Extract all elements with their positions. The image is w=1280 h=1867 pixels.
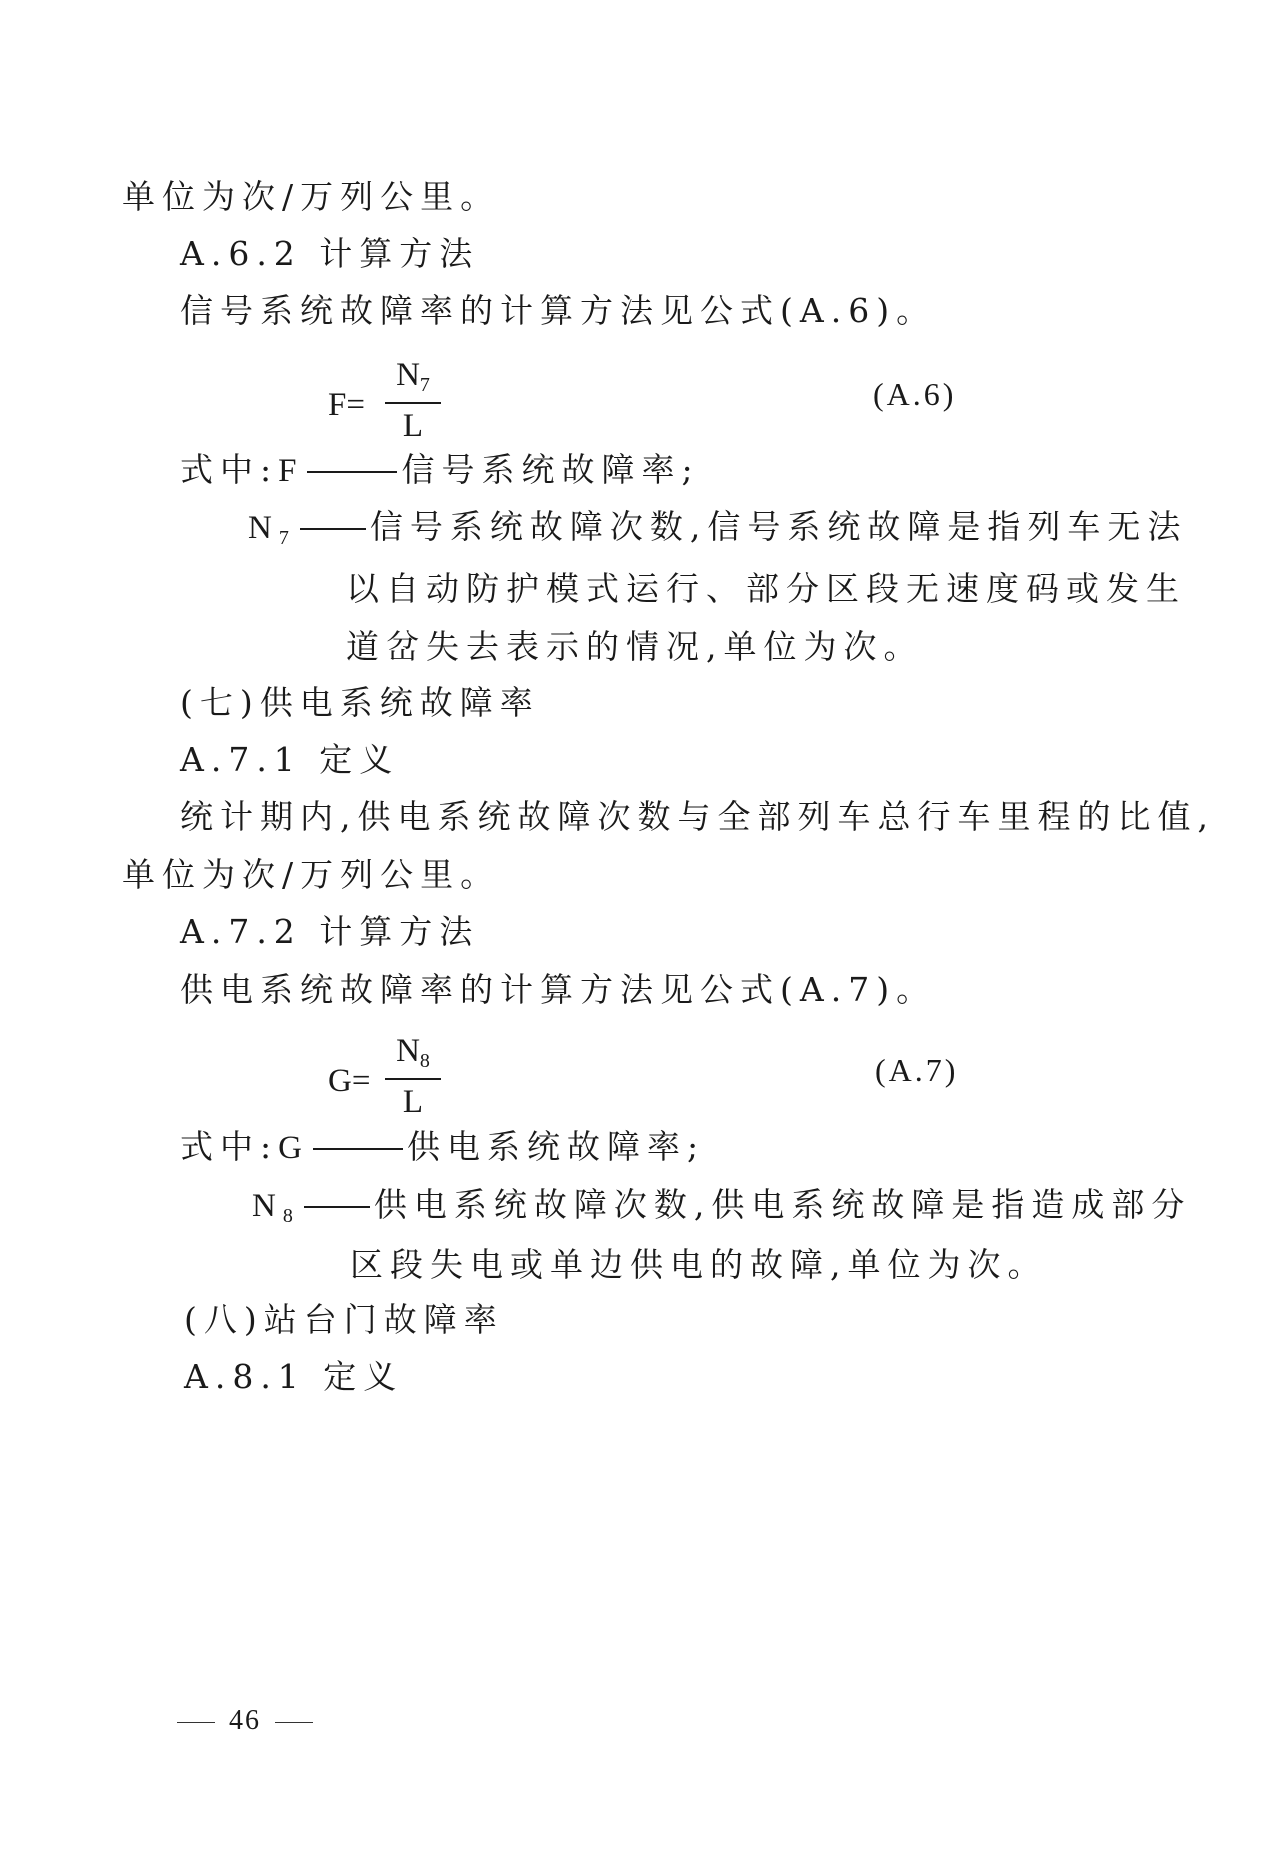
equation-number: (A.7) — [875, 1052, 959, 1088]
em-dash — [313, 1148, 403, 1150]
formula-numerator: $N_7$ — [396, 357, 430, 396]
fraction-bar — [385, 1078, 441, 1080]
text-line: 单位为次/万列公里。 — [122, 855, 501, 894]
formula-denominator: L — [402, 1084, 424, 1120]
variable-definition: 式中:G 供电系统故障率; — [180, 1127, 706, 1166]
text-line: 信号系统故障率的计算方法见公式(A.6)。 — [180, 291, 937, 330]
page-number: 46 — [163, 1705, 327, 1737]
text-line: 区段失电或单边供电的故障,单位为次。 — [350, 1245, 1048, 1284]
em-dash — [300, 528, 366, 530]
section-heading: A.7.2 计算方法 — [180, 912, 480, 951]
em-dash — [304, 1206, 370, 1208]
text-line: 供电系统故障率的计算方法见公式(A.7)。 — [180, 970, 937, 1009]
variable-definition: $N_8$ 供电系统故障次数,供电系统故障是指造成部分 — [252, 1185, 1192, 1227]
formula-numerator: $N_8$ — [396, 1033, 430, 1072]
text-line: 单位为次/万列公里。 — [122, 177, 501, 216]
formula-lhs: G= — [328, 1063, 371, 1099]
section-heading: A.8.1 定义 — [184, 1357, 404, 1396]
equation-number: (A.6) — [873, 376, 957, 412]
formula-lhs: F= — [328, 387, 365, 423]
section-heading: (八)站台门故障率 — [184, 1300, 504, 1339]
fraction-bar — [385, 402, 441, 404]
formula-denominator: L — [402, 408, 424, 444]
em-dash — [307, 471, 397, 473]
text-line: 统计期内,供电系统故障次数与全部列车总行车里程的比值, — [180, 797, 1215, 836]
variable-definition: 式中:F 信号系统故障率; — [180, 450, 700, 489]
variable-definition: $N_7$ 信号系统故障次数,信号系统故障是指列车无法 — [248, 507, 1188, 549]
section-heading: A.7.1 定义 — [180, 740, 400, 779]
text-line: 以自动防护模式运行、部分区段无速度码或发生 — [346, 569, 1186, 608]
text-line: 道岔失去表示的情况,单位为次。 — [346, 627, 924, 666]
section-heading: (七)供电系统故障率 — [180, 683, 540, 722]
section-heading: A.6.2 计算方法 — [180, 234, 480, 273]
